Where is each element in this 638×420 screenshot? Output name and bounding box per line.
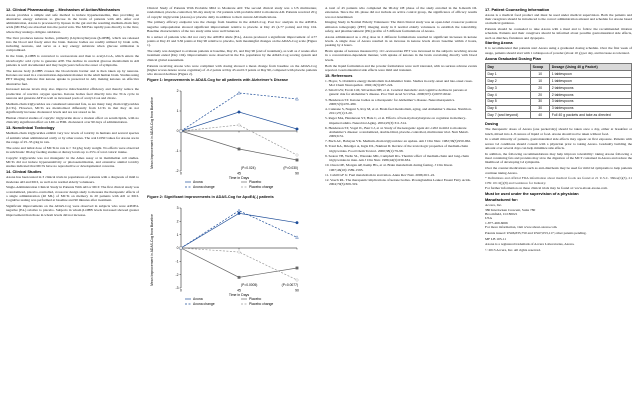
table-cell: Day 7 (and beyond) [486,112,531,119]
table-header-row [486,64,632,71]
paragraph: It is recommended that patients start Axona using a graduated dosing schedule. Over the first week of usage, patients should start with 1 tablespoon of powder (about 10 g) per day, and increase as tolerated. [485,46,632,55]
reference-item: 1. Hoyer, S. Oxidative energy metabolism in Alzheimer brain. Studies in early-onset and late-onset cases. Mol Chem Neuropathol. 1992;16(3):207-224. [325,78,473,88]
legend-label: Axona change [193,301,215,306]
paragraph: Brain uptake of ketones measured by 11C-acetoacetate PET was increased in the subjects receiving Axona in a concentration-dependent manner, with uptake of ketones in the brain correlating directly with blood levels. [325,49,477,62]
y-tick-label: 0 [176,129,179,134]
paragraph: Patients should be counseled to take Axona with a meal and to follow the recommended titration schedule. Patients and their caregivers should be informed about possible gastrointestinal side effects, such as diarrhea, flatulence and dyspepsia. [485,26,632,40]
table-cell: Day 5 [486,98,531,105]
paragraph: The study was designed to evaluate patients at baseline, Day 45, and Day 90 (end of treatment), as well as 2 weeks after treatment ended (Day 104). Improvements were observed in the E4- population by the ADAS-Cog scoring system and clinical global assessment. [147,49,317,62]
paragraph: Axona is a medical food product and must be used under medical supervision. Both the patients and their caregivers should be introduced to the correct administration amount and schedule for Axona based on medical guidance. [485,12,632,26]
series-line [181,131,297,160]
column-2 [147,6,317,414]
figure-1-title: Figure 1: Improvements in ADAS-Cog for all patients with Alzheimer’s Disease [147,78,289,83]
copyright-text: © 2013 Accera, Inc. All rights reserved. [485,248,541,253]
table-cell: 3 tablespoons [550,98,632,105]
footnote: * Definitions and official FDA information about medical foods are found at 21 U.S.C. 360ee(b)(3), 21 CFR 101.9(j)(8) and Guidance for Industry. [485,176,632,185]
reference-item: 3. Henderson ST. Ketone bodies as a therapeutic for Alzheimer’s disease. Neurotherapeutics. 2008;5(3):470-480. [325,97,456,106]
paragraph: In a small minority of patients, gastrointestinal side effects may appear on first exposure. Patients with severe GI conditions should consult with a physician prior to taking Axona. Gradually building the amount over several days can help minimize side effects. [485,137,632,151]
y-tick-label: -3 [175,285,179,290]
table-row [486,98,632,105]
y-tick-label: -2 [175,272,179,277]
table-header-cell: Scoop [531,64,550,71]
references-list [325,79,477,187]
table-cell: 30 [531,105,550,112]
p-value-annotation: (P=0.0077) [281,282,298,287]
paragraph: Patients receiving Axona who were compliant with dosing showed a mean change from baseline on the ADAS-Cog (higher scores denote worse cognition) of -0.2 points at Day 45 and 0.3 points at Day 90, compared with placebo patients who showed declines (Figure 2). [147,63,317,77]
x-axis-label: Time in Days [228,292,250,297]
table-cell: 3 tablespoons [550,105,632,112]
section-heading: 14. Clinical Studies [6,169,42,175]
table-cell: 20 [531,91,550,98]
paragraph: Single-Administration Clinical Study in Patients With AD or MCI: The first clinical study was a randomized, placebo-controlled, crossover design study to measure the therapeutic effects of a single administration (40 ML) of MCTs on memory in 20 patients with AD or MCI. Cognitive testing was performed at baseline and 90 minutes after treatment. [6,185,139,203]
data-point [238,212,241,215]
address-line: USA [485,216,493,221]
reference-item: 5. Reger MA, Henderson ST, Hale C, et al. Effects of beta-hydroxybutyrate on cognition in memory-impaired adults. Neurobiol Aging. 2004;25(3):311-314. [325,116,467,125]
more-info-text: For further information on these clinical trials may be found at: www.about-axona.com. [485,186,608,191]
x-tick-label: 45 [237,171,241,176]
reference-item: 12. Veech RL. The therapeutic implications of ketone bodies. Prostaglandins Leukot Essent Fatty Acids. 2004;70(3):309-319. [325,177,471,187]
p-value-annotation: (P=0.0005) [241,282,258,287]
paragraph: Clinical Study of Patients With Probable Mild to Moderate AD: The second clinical study was a US multicenter, randomized, placebo-controlled, 90-day study in 152 patients with probable mild to moderate AD. Patients received 20 g of caprylic triglyceride (Axona) or placebo daily in addition to their current AD medications. [147,6,317,19]
paragraph: The primary efficacy endpoint was the change from baseline in the ADAS-Cog. Post hoc analysis in the APOE4-negative subpopulation showed significant improvement relative to placebo at Day 45 (4.77 points) and Day 104. Baseline characteristics of the two study arms were well balanced. [147,20,317,33]
table-row [486,84,632,91]
address-line: 1-877-469-6066 [485,220,508,225]
paragraph: A total of 45 patients who completed the 90-day OE phase of the study enrolled in the 6-month OL extension. Since the OL phase did not include an active control group, the significance of efficacy results was not determined. [325,6,477,19]
data-point [296,221,299,224]
x-tick-label: 45 [237,288,241,293]
y-tick-label: 2 [176,219,179,224]
table-cell: 2 tablespoons [550,84,632,91]
table-cell: 10 [531,71,550,78]
x-tick-label: 0 [180,288,182,293]
data-point [296,159,298,161]
legend-label: Axona [193,296,203,301]
table-header-cell: Dosage (Using 40 g Packet) [550,64,632,71]
patent-text: Patents issued: US#6,835,750 and US#7,053,117; other patents pending. [485,230,587,235]
figure-2-title: Figure 2: Significant improvements in ADAS-Cog for ApoE4(-) patients [147,195,274,200]
table-cell: 1 tablespoon [550,77,632,84]
x-tick-label: 0 [180,171,182,176]
p-value-annotation: (P=0.030) [283,166,298,171]
figure-1-chart [147,85,317,193]
legend-label: Placebo [249,296,262,301]
table-cell: 40 [531,112,550,119]
data-point [238,209,241,212]
reference-item: 2. Small GW, Ercoli LM, Silverman DH, et al. Cerebral metabolic and cognitive decline in persons at genetic risk for Alzheimer’s disease. Proc Natl Acad Sci USA. 2000;97(11):6037-6042. [325,88,468,97]
table-header-cell: Day [486,64,531,71]
y-tick-label: -1 [175,149,179,154]
paragraph: The liver produces ketone bodies, primarily β-hydroxybutyrate (β-OHB), which are released into the blood and freely enter the brain. Ketone bodies are readily utilized by brain cells, including neurons, and serve as a key energy substrate when glucose utilization is compromised. [6,35,139,53]
table-cell: Day 2 [486,77,531,84]
table-row [486,71,632,78]
table-cell: Full 40 g packets and take as directed [550,112,632,119]
series-line [181,213,297,248]
paragraph: In a subset of patients who did not carry the APOE4 allele (E4-), Axona produced a significant improvement of 4.77 points at Day 45 and 3.36 points at Day 90 relative to placebo, both meaningful changes on the ADAS-Cog scale (Figure 1). [147,34,317,48]
y-tick-label: 2 [176,89,179,94]
data-point [296,235,299,238]
table-cell: Day 1 [486,71,531,78]
subsection-heading: Dosing [485,121,499,127]
paragraph: Imaging Study in Normal Elderly Volunteers: The third clinical study was an open-label crossover positron emission tomography (PET) imaging study in 6 normal elderly volunteers to establish the tolerability, safety, and pharmacokinetic (PK) profile of 3 different formulations of Axona. [325,20,477,33]
address-line: 380 Interlocken Crescent, Suite 780 [485,207,536,212]
data-point [238,148,240,150]
table-cell: Day 3 [486,84,531,91]
y-tick-label: 0 [176,245,179,250]
x-tick-label: 90 [295,288,299,293]
paragraph: Human clinical studies of caprylic triglyceride show a modest effect on serum lipids, with no clinically significant effect on LDL or HDL cholesterol over 90 days of administration. [6,116,139,125]
paragraph: Medium-chain triglycerides are considered saturated fats, as are many long chain triglycerides (LCTs). However, MCTs are metabolized differently from LCTs in that they do not significantly increase cholesterol levels and are not stored as fat. [6,101,139,115]
reference-item: 4. Cunnane S, Nugent S, Roy M, et al. Brain fuel metabolism, aging, and Alzheimer’s disease. Nutrition. 2011;27(1):3-20. [325,106,472,116]
y-tick-label: -1 [175,259,179,264]
data-point [296,266,298,268]
paragraph: Over the counter medications such as anti-diarrheals may be used for mild GI symptoms to help patients continue taking Axona. [485,166,632,175]
table-cell: 2 tablespoons [550,91,632,98]
table-cell: Day 6 [486,105,531,112]
legend-label: Axona [193,180,203,185]
reference-item: 11. Cahill GF Jr. Fuel metabolism in starvation. Annu Rev Nutr. 2006;26:1-22. [325,172,436,177]
paragraph: In addition, the following recommendations may help improve tolerability: taking Axona following a meal containing fats and proteins may slow the digestion of the MCT contained in Axona and reduce the likelihood of developing GI symptoms. [485,151,632,165]
table-row [486,112,632,119]
y-tick-label: 1 [176,109,179,114]
paragraph: Significant improvements on the ADAS-Cog were observed in subjects who were APOE4-negative (E4-) relative to placebo. Subjects in whom β-OHB levels increased showed greater improvement than those in whom levels did not increase. [6,204,139,217]
paragraph: Increased ketone levels may also improve mitochondrial efficiency and thereby reduce the production of reactive oxygen species. Ketone bodies feed directly into the TCA cycle in neurons and generate ATP as well as increased pools of acetyl-CoA and citrate. [6,87,139,100]
address-line: Accera, Inc. [485,203,503,208]
paragraph: The ketone body β-OHB crosses the blood-brain barrier and is then taken up by neurons. Ketones are used in a concentration-dependent manner in the adult human brain. Studies using PET imaging indicate that ketone uptake is preserved in AD, making ketones an effective alternative fuel. [6,68,139,86]
legend-label: Placebo change [249,301,274,306]
column-4 [485,6,632,414]
paragraph: Caprylic triglyceride was not mutagenic in the Ames assay or in mammalian cell studies. MCTs did not induce hypersensitivity or photosensitization, and extensive animal toxicity studies indicated that MCTs have no reproductive or developmental concerns. [6,155,139,169]
y-tick-label: -2 [175,169,179,174]
series-line [181,125,297,155]
subsection-heading: Starting Axona [485,40,513,46]
paragraph: Axona administered as a 20-g dose in 2 different formulations resulted in significant increases in ketone levels. A single dose of Axona resulted in an increase in ketone levels above baseline within 2 hours, peaking by 4 hours. [325,34,477,48]
figure-2-chart [147,202,317,310]
y-axis-label: Mean Improvement in ADAS-Cog from Baseline [150,213,154,286]
legend-label: Placebo change [249,185,274,190]
caution-statement: Must be used under the supervision of a physician [485,191,579,197]
manufacturer-address [485,203,632,224]
data-point [238,250,241,253]
y-tick-label: 1 [176,232,179,237]
p-value-annotation: (P=0.024) [241,166,256,171]
table-cell: 10 [531,77,550,84]
series-line [181,210,297,247]
series-line [181,112,297,131]
table-row [486,77,632,84]
paragraph: In the brain, β-OHB is converted to acetoacetate and then to acetyl-CoA, which enters the tricarboxylic acid cycle to generate ATP. The decline in cerebral glucose metabolism in AD patients is well documented and may begin years before the onset of symptoms. [6,54,139,67]
legend-label: Placebo [249,180,262,185]
table-cell: 1 tablespoon [550,71,632,78]
table-cell: 30 [531,98,550,105]
address-line: Broomfield, CO 80021 [485,212,518,217]
paragraph: The acute and lethal dose of MCTs in rats is > 34 g/kg body weight. No effects were observed in subchronic 90-day feeding studies at dietary levels up to 25% of total caloric intake. [6,145,139,154]
data-point [296,154,299,157]
paragraph: Both the liquid formulation and the powder formulation were well tolerated, with no serious adverse events reported. Gastrointestinal side effects were mild and transient. [325,63,477,72]
x-tick-label: 90 [295,171,299,176]
x-axis-label: Time in Days [228,176,250,181]
table-title: Axona Graduated Dosing Plan [485,55,541,61]
data-point [238,111,241,114]
data-point [296,128,299,131]
reference-item: 6. Henderson ST, Vogel JL, Barr LJ, et al. Study of the ketogenic agent AC-1202 in mild to moderate Alzheimer’s disease: a randomized, double-blind, placebo-controlled, multicenter trial. Nutr Metab. 2009;6:31. [325,125,469,139]
data-point [238,124,241,127]
reference-item: 10. Owen OE, Morgan AP, Kemp HG, et al. Brain metabolism during fasting. J Clin Invest. 1967;46(10):1589-1595. [325,163,454,172]
more-info-text: For more information, visit www.about-axona.com. [485,224,558,229]
paragraph: Axona provides a simple and safe method to induce hyperketonemia, thus providing an alternative energy substrate to glucose in the brain of patients with AD. After oral administration, Axona is processed by lipases in the gut and the resulting medium-chain fatty acids (MCFAs) are absorbed into the portal vein. The MCFAs rapidly pass directly to the liver, where they undergo obligate oxidation. [6,12,139,34]
table-row [486,91,632,98]
table-cell: Day 4 [486,91,531,98]
column-1 [6,6,139,414]
column-3 [325,6,477,414]
section-heading: 12. Clinical Pharmacology – Mechanism of Action/Mechanism [6,6,120,12]
data-point [238,276,240,278]
part-number: MF LB 103-11 [485,236,507,241]
table-cell: 20 [531,84,550,91]
paragraph: Medium-chain triglycerides exhibit very low levels of toxicity in humans and several species of animals when administered orally or by other routes. The oral LD50 values for Axona are in the range of 25–33 g/kg in rats. [6,131,139,144]
reference-item: 9. Seaton TB, Welle SL, Warenko MK, Campbell RG. Thermic effect of medium-chain and long-chain triglycerides in man. Am J Clin Nutr. 1986;44(5):630-634. [325,153,469,163]
y-axis-label: Mean Improvement in ADAS-Cog from Baseline [150,97,154,169]
paragraph: Axona has been tested in 3 clinical trials in populations of patients with a diagnosis of mild to moderate AD and MCI, as well as in normal elderly volunteers. [6,175,139,184]
table-row [486,105,632,112]
table-body [486,71,632,119]
y-tick-label: 3 [176,205,179,210]
section-heading: 17. Patient Counseling Information [485,6,550,12]
legend-label: Axona change [193,185,215,190]
paragraph: The therapeutic doses of Axona (one packet/day) should be taken once a day, either at breakfast or lunch, mixed into 4–8 ounces of liquid or food. Axona should not be taken without food. [485,127,632,136]
reference-item: 8. Traul KA, Driedger A, Ingle DL, Nakhasi D. Review of the toxicologic properties of medium-chain triglycerides. Food Chem Toxicol. 2000;38(1):79-98. [325,144,469,153]
manufacturer-heading: Manufactured for: [485,197,519,203]
dosing-table [485,63,632,119]
section-heading: 13. Nonclinical Toxicology [6,125,55,131]
reference-item: 7. Bach AC, Babayan VK. Medium-chain triglycerides: an update. Am J Clin Nutr. 1982;36(5):950-962. [325,139,472,144]
trademark-text: Axona is a registered trademark of Accera Laboratories, Axona. [485,242,575,247]
section-heading: 15. References [325,72,353,78]
data-point [296,278,299,281]
